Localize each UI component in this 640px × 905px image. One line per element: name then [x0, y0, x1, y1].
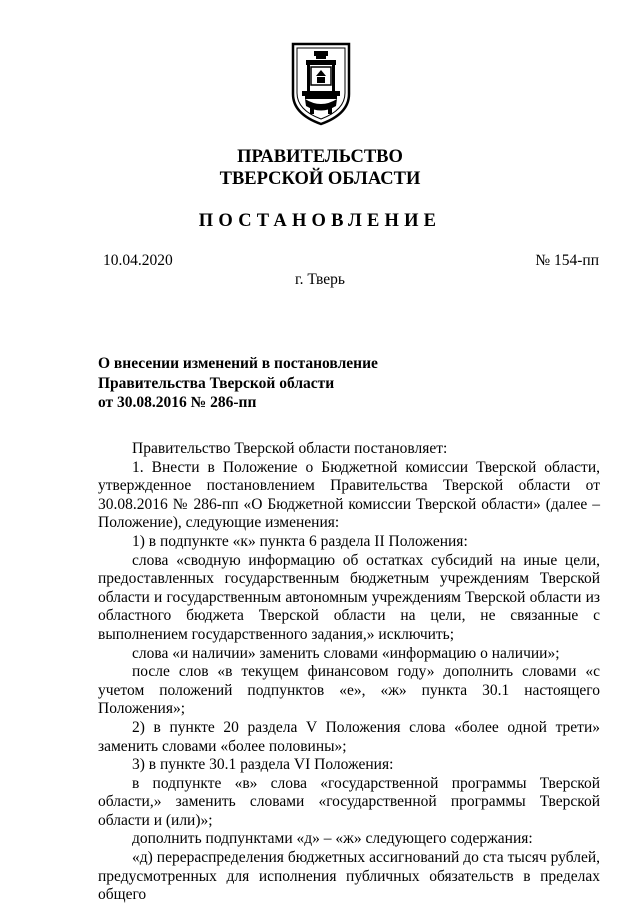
subject-line-1: О внесении изменений в постановление — [98, 355, 378, 372]
document-type: ПОСТАНОВЛЕНИЕ — [198, 211, 442, 231]
document-date: 10.04.2020 — [103, 252, 173, 269]
paragraph: в подпункте «в» слова «государственной программы Тверской области,» заменить словами «государственной программы Тверской области и (или)»; — [98, 774, 600, 829]
paragraph: слова «сводную информацию об остатках субсидий на иные цели, предоставленных государственным бюджетным учреждениям Тверской области и государственным автономным учреждениям Тверской области из областного бюджета Тверской области на цели, не связанные с выполнением государственного задания,» исключить; — [98, 551, 600, 643]
paragraph: 1) в подпункте «к» пункта 6 раздела II Положения: — [132, 532, 468, 550]
paragraph: Правительство Тверской области постановляет: — [132, 440, 448, 457]
document-number: № 154-пп — [535, 252, 599, 269]
paragraph: 2) в пункте 20 раздела V Положения слова «более одной трети» заменить словами «более половины»; — [98, 718, 600, 755]
organization-line-2: ТВЕРСКОЙ ОБЛАСТИ — [219, 169, 421, 189]
subject-line-3: от 30.08.2016 № 286-пп — [98, 394, 257, 411]
tver-coat-of-arms-icon — [290, 42, 352, 126]
paragraph: 1. Внести в Положение о Бюджетной комиссии Тверской области, утвержденное постановлением Правительства Тверской области от 30.08.2016 № 286-пп «О Бюджетной комиссии Тверской области» (далее – Положение), следующие изменения: — [98, 458, 600, 532]
subject-line-2: Правительства Тверской области — [98, 374, 335, 392]
organization-title — [0, 146, 640, 190]
paragraph: дополнить подпунктами «д» – «ж» следующего содержания: — [132, 830, 533, 848]
paragraph: 3) в пункте 30.1 раздела VI Положения: — [132, 756, 394, 774]
paragraph: слова «и наличии» заменить словами «информацию о наличии»; — [132, 644, 560, 662]
paragraph: «д) перераспределения бюджетных ассигнований до ста тысяч рублей, предусмотренных для исполнения публичных обязательств в пределах общего — [98, 849, 600, 904]
document-city: г. Тверь — [295, 271, 345, 288]
document-body — [98, 440, 600, 905]
organization-line-1: ПРАВИТЕЛЬСТВО — [237, 147, 403, 167]
document-subject — [98, 354, 378, 413]
paragraph: после слов «в текущем финансовом году» дополнить словами «с учетом положений подпунктов «е», «ж» пункта 30.1 настоящего Положения»; — [98, 663, 600, 718]
